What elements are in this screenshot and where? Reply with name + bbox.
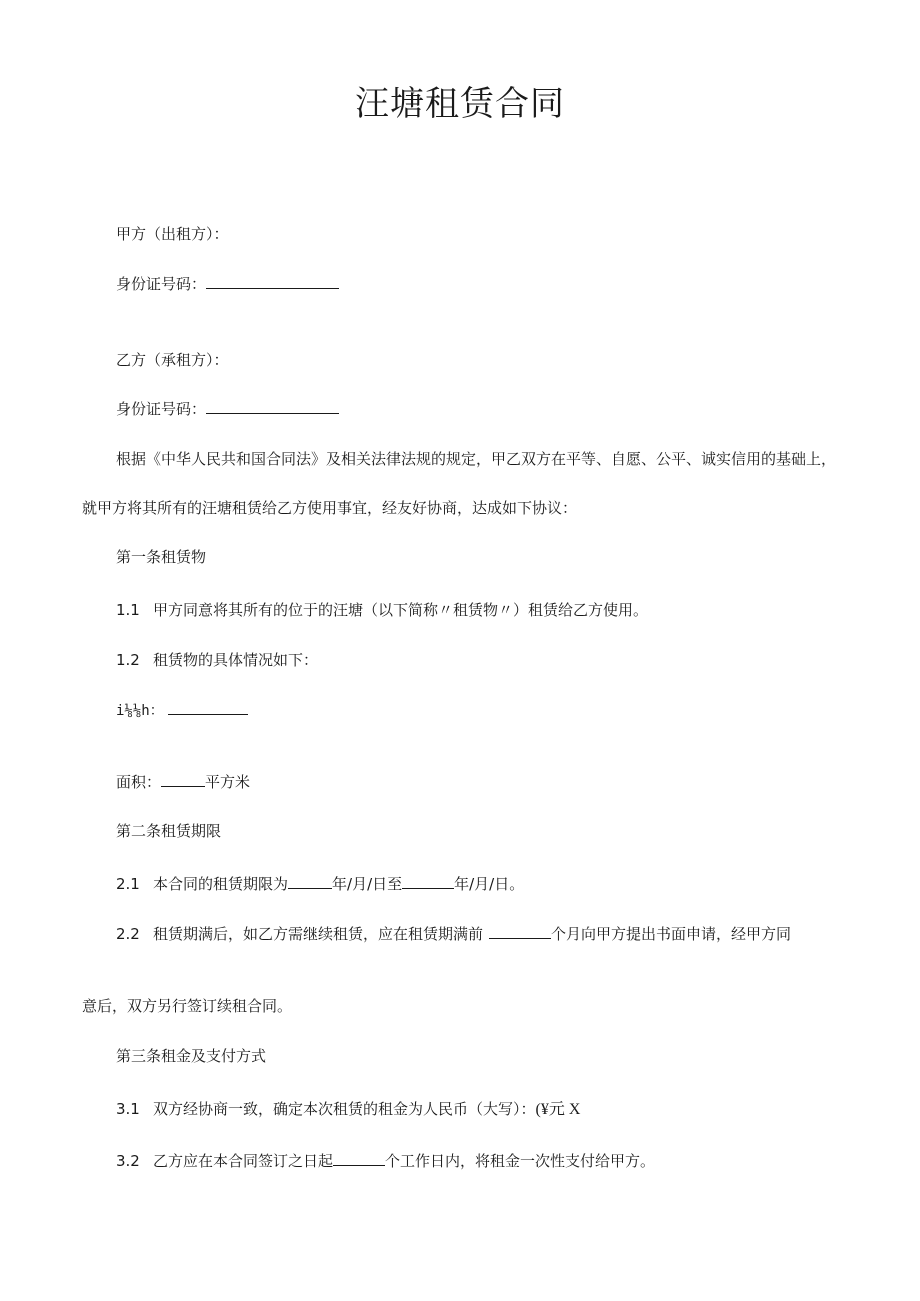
clause-3-1 <box>116 1099 580 1120</box>
party-a-label: 甲方（出租方）： <box>116 225 229 243</box>
clause-text-post: 个工作日内，将租金一次性支付给甲方。 <box>385 1152 656 1170</box>
party-b-id-label: 身份证号码： <box>116 400 207 418</box>
clause-number: 2.1 <box>116 875 140 893</box>
workdays-blank <box>333 1151 385 1166</box>
clause-text-pre: 本合同的租赁期限为 <box>153 875 289 893</box>
party-a-id-label: 身份证号码： <box>116 275 207 293</box>
months-blank <box>489 924 551 939</box>
party-a-id-line <box>116 274 339 294</box>
rent-amount: (¥元 X <box>535 1101 581 1118</box>
clause-number: 3.1 <box>116 1100 140 1118</box>
clause-3-2 <box>116 1151 655 1171</box>
clause-1-2 <box>116 650 318 670</box>
party-b-label: 乙方（承租方）： <box>116 351 229 369</box>
area-line <box>116 772 250 792</box>
clause-number: 3.2 <box>116 1152 140 1170</box>
party-a-id-blank <box>206 274 339 289</box>
party-b-id-blank <box>206 399 339 414</box>
clause-number: 1.1 <box>116 601 140 619</box>
clause-1-1 <box>116 600 648 620</box>
clause-2-1 <box>116 874 524 894</box>
area-unit: 平方米 <box>205 773 251 791</box>
location-line <box>116 700 248 721</box>
article-1-heading: 第一条租赁物 <box>116 548 207 566</box>
clause-2-2-continued: 意后，双方另行签订续租合同。 <box>82 997 293 1015</box>
start-date-blank <box>288 874 332 889</box>
clause-number: 1.2 <box>116 651 140 669</box>
clause-2-2 <box>116 924 791 944</box>
area-blank <box>161 772 205 787</box>
location-blank <box>168 700 248 715</box>
clause-text: 双方经协商一致，确定本次租赁的租金为人民币（大写）： <box>153 1100 536 1118</box>
clause-text: 甲方同意将其所有的位于的汪塘（以下简称〃租赁物〃）租赁给乙方使用。 <box>153 601 649 619</box>
location-label: i⅛⅛h： <box>116 703 164 719</box>
article-3-heading: 第三条租金及支付方式 <box>116 1047 267 1065</box>
clause-text: 租赁物的具体情况如下： <box>153 651 319 669</box>
preamble-line-1: 根据《中华人民共和国合同法》及相关法律法规的规定，甲乙双方在平等、自愿、公平、诚实信用的基础上， <box>116 450 837 468</box>
clause-text-post: 个月向甲方提出书面申请，经甲方同 <box>551 925 792 943</box>
document-title: 汪塘租赁合同 <box>355 84 565 124</box>
preamble-line-2: 就甲方将其所有的汪塘租赁给乙方使用事宜，经友好协商，达成如下协议： <box>82 499 578 517</box>
clause-text-pre: 租赁期满后，如乙方需继续租赁，应在租赁期满前 <box>153 925 484 943</box>
clause-text-pre: 乙方应在本合同签订之日起 <box>153 1152 334 1170</box>
area-label: 面积： <box>116 773 162 791</box>
party-b-id-line <box>116 399 339 419</box>
clause-number: 2.2 <box>116 925 140 943</box>
clause-text-mid: 年/月/日至 <box>332 875 403 893</box>
article-2-heading: 第二条租赁期限 <box>116 822 222 840</box>
clause-text-post: 年/月/日。 <box>454 875 525 893</box>
end-date-blank <box>402 874 454 889</box>
